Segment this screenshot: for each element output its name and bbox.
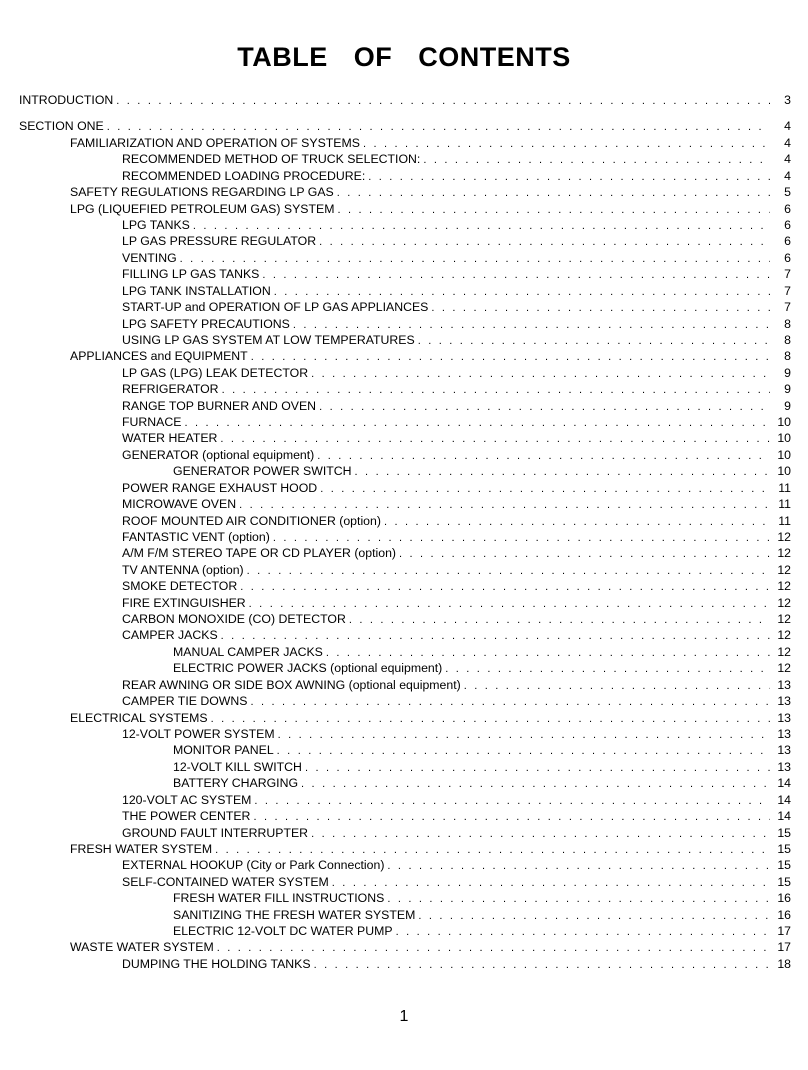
dot-leader <box>239 497 770 513</box>
toc-entry[interactable] <box>19 480 791 496</box>
toc-entry-label: POWER RANGE EXHAUST HOOD <box>122 480 320 496</box>
dot-leader <box>240 579 770 595</box>
toc-entry-page: 12 <box>777 529 791 544</box>
toc-entry-page: 4 <box>784 168 791 183</box>
toc-entry-label: RECOMMENDED METHOD OF TRUCK SELECTION: <box>122 151 423 167</box>
dot-leader <box>274 284 770 300</box>
toc-entry[interactable] <box>19 381 791 397</box>
dot-leader <box>384 514 770 530</box>
toc-entry-page: 4 <box>784 119 791 134</box>
dot-leader <box>193 218 770 234</box>
toc-entry-label: SMOKE DETECTOR <box>122 578 240 594</box>
toc-entry-label: LPG TANK INSTALLATION <box>122 283 274 299</box>
dot-leader <box>337 185 770 201</box>
toc-entry-label: TV ANTENNA (option) <box>122 562 247 578</box>
toc-entry-page: 4 <box>784 135 791 150</box>
toc-entry-page: 13 <box>777 743 791 758</box>
toc-entry-page: 13 <box>777 727 791 741</box>
toc-entry-label: FRESH WATER SYSTEM <box>70 841 215 857</box>
dot-leader <box>464 678 770 694</box>
toc-entry[interactable] <box>19 316 791 332</box>
toc-entry[interactable] <box>19 825 791 841</box>
dot-leader <box>249 596 770 612</box>
dot-leader <box>262 267 770 283</box>
toc-entry-label: MONITOR PANEL <box>173 742 277 758</box>
toc-entry-page: 14 <box>777 776 791 791</box>
toc-entry-label: FAMILIARIZATION AND OPERATION OF SYSTEMS <box>70 135 363 151</box>
toc-entry-label: CAMPER JACKS <box>122 627 221 643</box>
dot-leader <box>107 119 770 135</box>
toc-entry-page: 10 <box>777 447 791 462</box>
toc-entry-page: 12 <box>777 562 791 577</box>
dot-leader <box>180 251 770 267</box>
toc-entry-label: BATTERY CHARGING <box>173 775 301 791</box>
toc-entry-page: 8 <box>784 332 791 347</box>
toc-entry-label: VENTING <box>122 250 180 266</box>
dot-leader <box>418 333 770 349</box>
toc-entry[interactable] <box>19 118 791 134</box>
toc-entry-label: FRESH WATER FILL INSTRUCTIONS <box>173 890 387 906</box>
toc-entry-page: 6 <box>784 201 791 216</box>
dot-leader <box>399 546 770 562</box>
dot-leader <box>363 136 770 152</box>
toc-entry-page: 8 <box>784 316 791 331</box>
toc-entry-page: 9 <box>784 382 791 397</box>
toc-entry-label: DUMPING THE HOLDING TANKS <box>122 956 314 972</box>
toc-entry[interactable] <box>19 217 791 233</box>
toc-entry-page: 15 <box>777 858 791 873</box>
dot-leader <box>305 760 770 776</box>
toc-entry-page: 6 <box>784 234 791 249</box>
toc-entry-page: 11 <box>778 480 791 495</box>
dot-leader <box>277 743 770 759</box>
toc-entry-page: 12 <box>777 644 791 659</box>
toc-entry-page: 9 <box>784 398 791 413</box>
toc-entry-label: CARBON MONOXIDE (CO) DETECTOR <box>122 611 349 627</box>
dot-leader <box>396 924 770 940</box>
toc-entry[interactable] <box>19 447 791 463</box>
toc-entry[interactable] <box>19 595 791 611</box>
toc-entry-page: 13 <box>777 759 791 774</box>
toc-entry-label: LP GAS (LPG) LEAK DETECTOR <box>122 365 311 381</box>
toc-entry-page: 10 <box>777 415 791 429</box>
dot-leader <box>184 415 770 431</box>
toc-entry-label: GROUND FAULT INTERRUPTER <box>122 825 311 841</box>
toc-entry-page: 10 <box>777 464 791 479</box>
toc-entry[interactable] <box>19 923 791 939</box>
toc-entry-page: 7 <box>784 300 791 314</box>
dot-leader <box>418 908 770 924</box>
toc-entry[interactable] <box>19 168 791 184</box>
toc-entry-page: 12 <box>777 661 791 676</box>
toc-entry[interactable] <box>19 332 791 348</box>
toc-entry-label: SANITIZING THE FRESH WATER SYSTEM <box>173 907 418 923</box>
toc-entry-page: 16 <box>777 907 791 922</box>
toc-entry[interactable] <box>19 677 791 693</box>
dot-leader <box>445 661 770 677</box>
dot-leader <box>211 711 770 727</box>
toc-entry[interactable] <box>19 792 791 808</box>
toc-entry-label: 12-VOLT POWER SYSTEM <box>122 726 278 742</box>
toc-entry-label: ROOF MOUNTED AIR CONDITIONER (option) <box>122 513 384 529</box>
toc-entry-page: 17 <box>777 924 791 938</box>
toc-entry-page: 12 <box>777 546 791 561</box>
dot-leader <box>423 152 770 168</box>
toc-entry[interactable] <box>19 414 791 430</box>
toc-entry-page: 3 <box>784 93 791 107</box>
toc-entry[interactable] <box>19 841 791 857</box>
toc-entry-label: ELECTRIC 12-VOLT DC WATER PUMP <box>173 923 396 939</box>
dot-leader <box>317 448 770 464</box>
toc-entry[interactable] <box>19 907 791 923</box>
dot-leader <box>319 399 770 415</box>
dot-leader <box>320 481 770 497</box>
dot-leader <box>247 563 770 579</box>
toc-entry-page: 7 <box>784 283 791 298</box>
toc-entry[interactable] <box>19 627 791 643</box>
dot-leader <box>251 349 770 365</box>
dot-leader <box>387 858 770 874</box>
dot-leader <box>253 809 770 825</box>
toc-entry[interactable] <box>19 233 791 249</box>
dot-leader <box>368 169 770 185</box>
dot-leader <box>311 366 770 382</box>
toc-entry[interactable] <box>19 759 791 775</box>
dot-leader <box>349 612 770 628</box>
toc-entry-label: USING LP GAS SYSTEM AT LOW TEMPERATURES <box>122 332 418 348</box>
dot-leader <box>254 793 770 809</box>
toc-entry-page: 14 <box>777 792 791 807</box>
toc-entry-label: INTRODUCTION <box>19 92 116 108</box>
toc-entry-page: 4 <box>784 152 791 167</box>
dot-leader <box>387 891 770 907</box>
toc-entry-label: FURNACE <box>122 414 184 430</box>
dot-leader <box>278 727 770 743</box>
toc-entry-label: SELF-CONTAINED WATER SYSTEM <box>122 874 332 890</box>
toc-entry[interactable] <box>19 874 791 890</box>
toc-entry[interactable] <box>19 775 791 791</box>
toc-entry-page: 6 <box>784 217 791 232</box>
toc-entry[interactable] <box>19 660 791 676</box>
toc-entry[interactable] <box>19 693 791 709</box>
toc-entry[interactable] <box>19 545 791 561</box>
toc-entry-label: LPG SAFETY PRECAUTIONS <box>122 316 293 332</box>
toc-entry-page: 10 <box>777 431 791 446</box>
toc-entry-page: 11 <box>778 513 791 528</box>
toc-entry-label: MANUAL CAMPER JACKS <box>173 644 326 660</box>
toc-entry-page: 12 <box>777 595 791 610</box>
toc-entry-label: RECOMMENDED LOADING PROCEDURE: <box>122 168 368 184</box>
toc-entry-label: FANTASTIC VENT (option) <box>122 529 273 545</box>
toc-entry-page: 12 <box>777 628 791 643</box>
toc-entry[interactable] <box>19 299 791 315</box>
toc-entry-page: 5 <box>784 185 791 200</box>
toc-entry-page: 9 <box>784 365 791 380</box>
toc-entry[interactable] <box>19 135 791 151</box>
toc-entry[interactable] <box>19 250 791 266</box>
toc-entry[interactable] <box>19 266 791 282</box>
toc-entry-page: 11 <box>778 497 791 512</box>
toc-entry-page: 14 <box>777 809 791 824</box>
dot-leader <box>337 202 770 218</box>
toc-entry-page: 13 <box>777 677 791 692</box>
toc-entry[interactable] <box>19 742 791 758</box>
toc-entry[interactable] <box>19 430 791 446</box>
toc-entry[interactable] <box>19 513 791 529</box>
dot-leader <box>311 826 770 842</box>
toc-entry-label: RANGE TOP BURNER AND OVEN <box>122 398 319 414</box>
toc-entry[interactable] <box>19 201 791 217</box>
toc-entry[interactable] <box>19 611 791 627</box>
toc-entry-page: 18 <box>777 956 791 971</box>
dot-leader <box>251 694 771 710</box>
dot-leader <box>314 957 770 973</box>
toc-entry[interactable] <box>19 578 791 594</box>
toc-entry-page: 16 <box>777 891 791 906</box>
toc-entry-label: ELECTRIC POWER JACKS (optional equipment) <box>173 660 445 676</box>
toc-entry-label: FIRE EXTINGUISHER <box>122 595 249 611</box>
toc-entry[interactable] <box>19 956 791 972</box>
toc-entry-label: MICROWAVE OVEN <box>122 496 239 512</box>
dot-leader <box>326 645 770 661</box>
toc-entry-page: 15 <box>777 825 791 840</box>
dot-leader <box>301 776 770 792</box>
toc-entry-page: 15 <box>777 874 791 889</box>
toc-entry[interactable] <box>19 644 791 660</box>
toc-entry-label: CAMPER TIE DOWNS <box>122 693 251 709</box>
toc-entry[interactable] <box>19 890 791 906</box>
toc-entry[interactable] <box>19 283 791 299</box>
dot-leader <box>293 317 770 333</box>
toc-entry-label: SECTION ONE <box>19 118 107 134</box>
dot-leader <box>319 234 770 250</box>
toc-entry-label: FILLING LP GAS TANKS <box>122 266 262 282</box>
dot-leader <box>215 842 770 858</box>
dot-leader <box>355 464 770 480</box>
toc-entry[interactable] <box>19 726 791 742</box>
dot-leader <box>332 875 770 891</box>
toc-entry-label: WATER HEATER <box>122 430 220 446</box>
toc-entry[interactable] <box>19 710 791 726</box>
toc-entry-label: EXTERNAL HOOKUP (City or Park Connection) <box>122 857 387 873</box>
toc-entry[interactable] <box>19 939 791 955</box>
dot-leader <box>222 382 770 398</box>
toc-entry[interactable] <box>19 808 791 824</box>
toc-entry[interactable] <box>19 857 791 873</box>
toc-entry-page: 13 <box>777 710 791 725</box>
toc-entry-page: 17 <box>777 940 791 955</box>
toc-entry-label: APPLIANCES and EQUIPMENT <box>70 348 251 364</box>
page-number: 1 <box>399 1008 409 1025</box>
toc-entry-page: 7 <box>784 267 791 282</box>
toc-entry-label: ELECTRICAL SYSTEMS <box>70 710 211 726</box>
toc-entry[interactable] <box>19 398 791 414</box>
toc-entry-label: LP GAS PRESSURE REGULATOR <box>122 233 319 249</box>
toc-entry-label: LPG TANKS <box>122 217 193 233</box>
toc-entry-label: REAR AWNING OR SIDE BOX AWNING (optional equipment) <box>122 677 464 693</box>
toc-entry-label: REFRIGERATOR <box>122 381 222 397</box>
toc-entry-page: 15 <box>777 841 791 856</box>
dot-leader <box>273 530 770 546</box>
toc-entry[interactable] <box>19 151 791 167</box>
toc-entry-label: LPG (LIQUEFIED PETROLEUM GAS) SYSTEM <box>70 201 337 217</box>
page-title: TABLE OF CONTENTS <box>237 42 571 72</box>
dot-leader <box>220 431 770 447</box>
toc-entry-page: 6 <box>784 250 791 265</box>
toc-entry-label: WASTE WATER SYSTEM <box>70 939 217 955</box>
toc-entry-label: A/M F/M STEREO TAPE OR CD PLAYER (option) <box>122 545 399 561</box>
toc-entry[interactable] <box>19 348 791 364</box>
toc-entry[interactable] <box>19 184 791 200</box>
toc-entry-page: 12 <box>777 612 791 626</box>
toc-entry-label: SAFETY REGULATIONS REGARDING LP GAS <box>70 184 337 200</box>
dot-leader <box>221 628 770 644</box>
toc-entry-page: 13 <box>777 694 791 709</box>
toc-entry-label: THE POWER CENTER <box>122 808 253 824</box>
toc-entry[interactable] <box>19 496 791 512</box>
toc-entry-label: START-UP and OPERATION OF LP GAS APPLIANCES <box>122 299 431 315</box>
toc-entry[interactable] <box>19 562 791 578</box>
toc-entry[interactable] <box>19 92 791 108</box>
toc-entry[interactable] <box>19 365 791 381</box>
toc-entry-label: GENERATOR POWER SWITCH <box>173 463 355 479</box>
toc-entry-label: GENERATOR (optional equipment) <box>122 447 317 463</box>
toc-entry-label: 120-VOLT AC SYSTEM <box>122 792 254 808</box>
dot-leader <box>431 300 770 316</box>
dot-leader <box>217 940 770 956</box>
toc-entry[interactable] <box>19 463 791 479</box>
dot-leader <box>116 93 770 109</box>
toc-entry[interactable] <box>19 529 791 545</box>
toc-entry-page: 8 <box>784 349 791 364</box>
toc-entry-label: 12-VOLT KILL SWITCH <box>173 759 305 775</box>
toc-entry-page: 12 <box>777 579 791 594</box>
